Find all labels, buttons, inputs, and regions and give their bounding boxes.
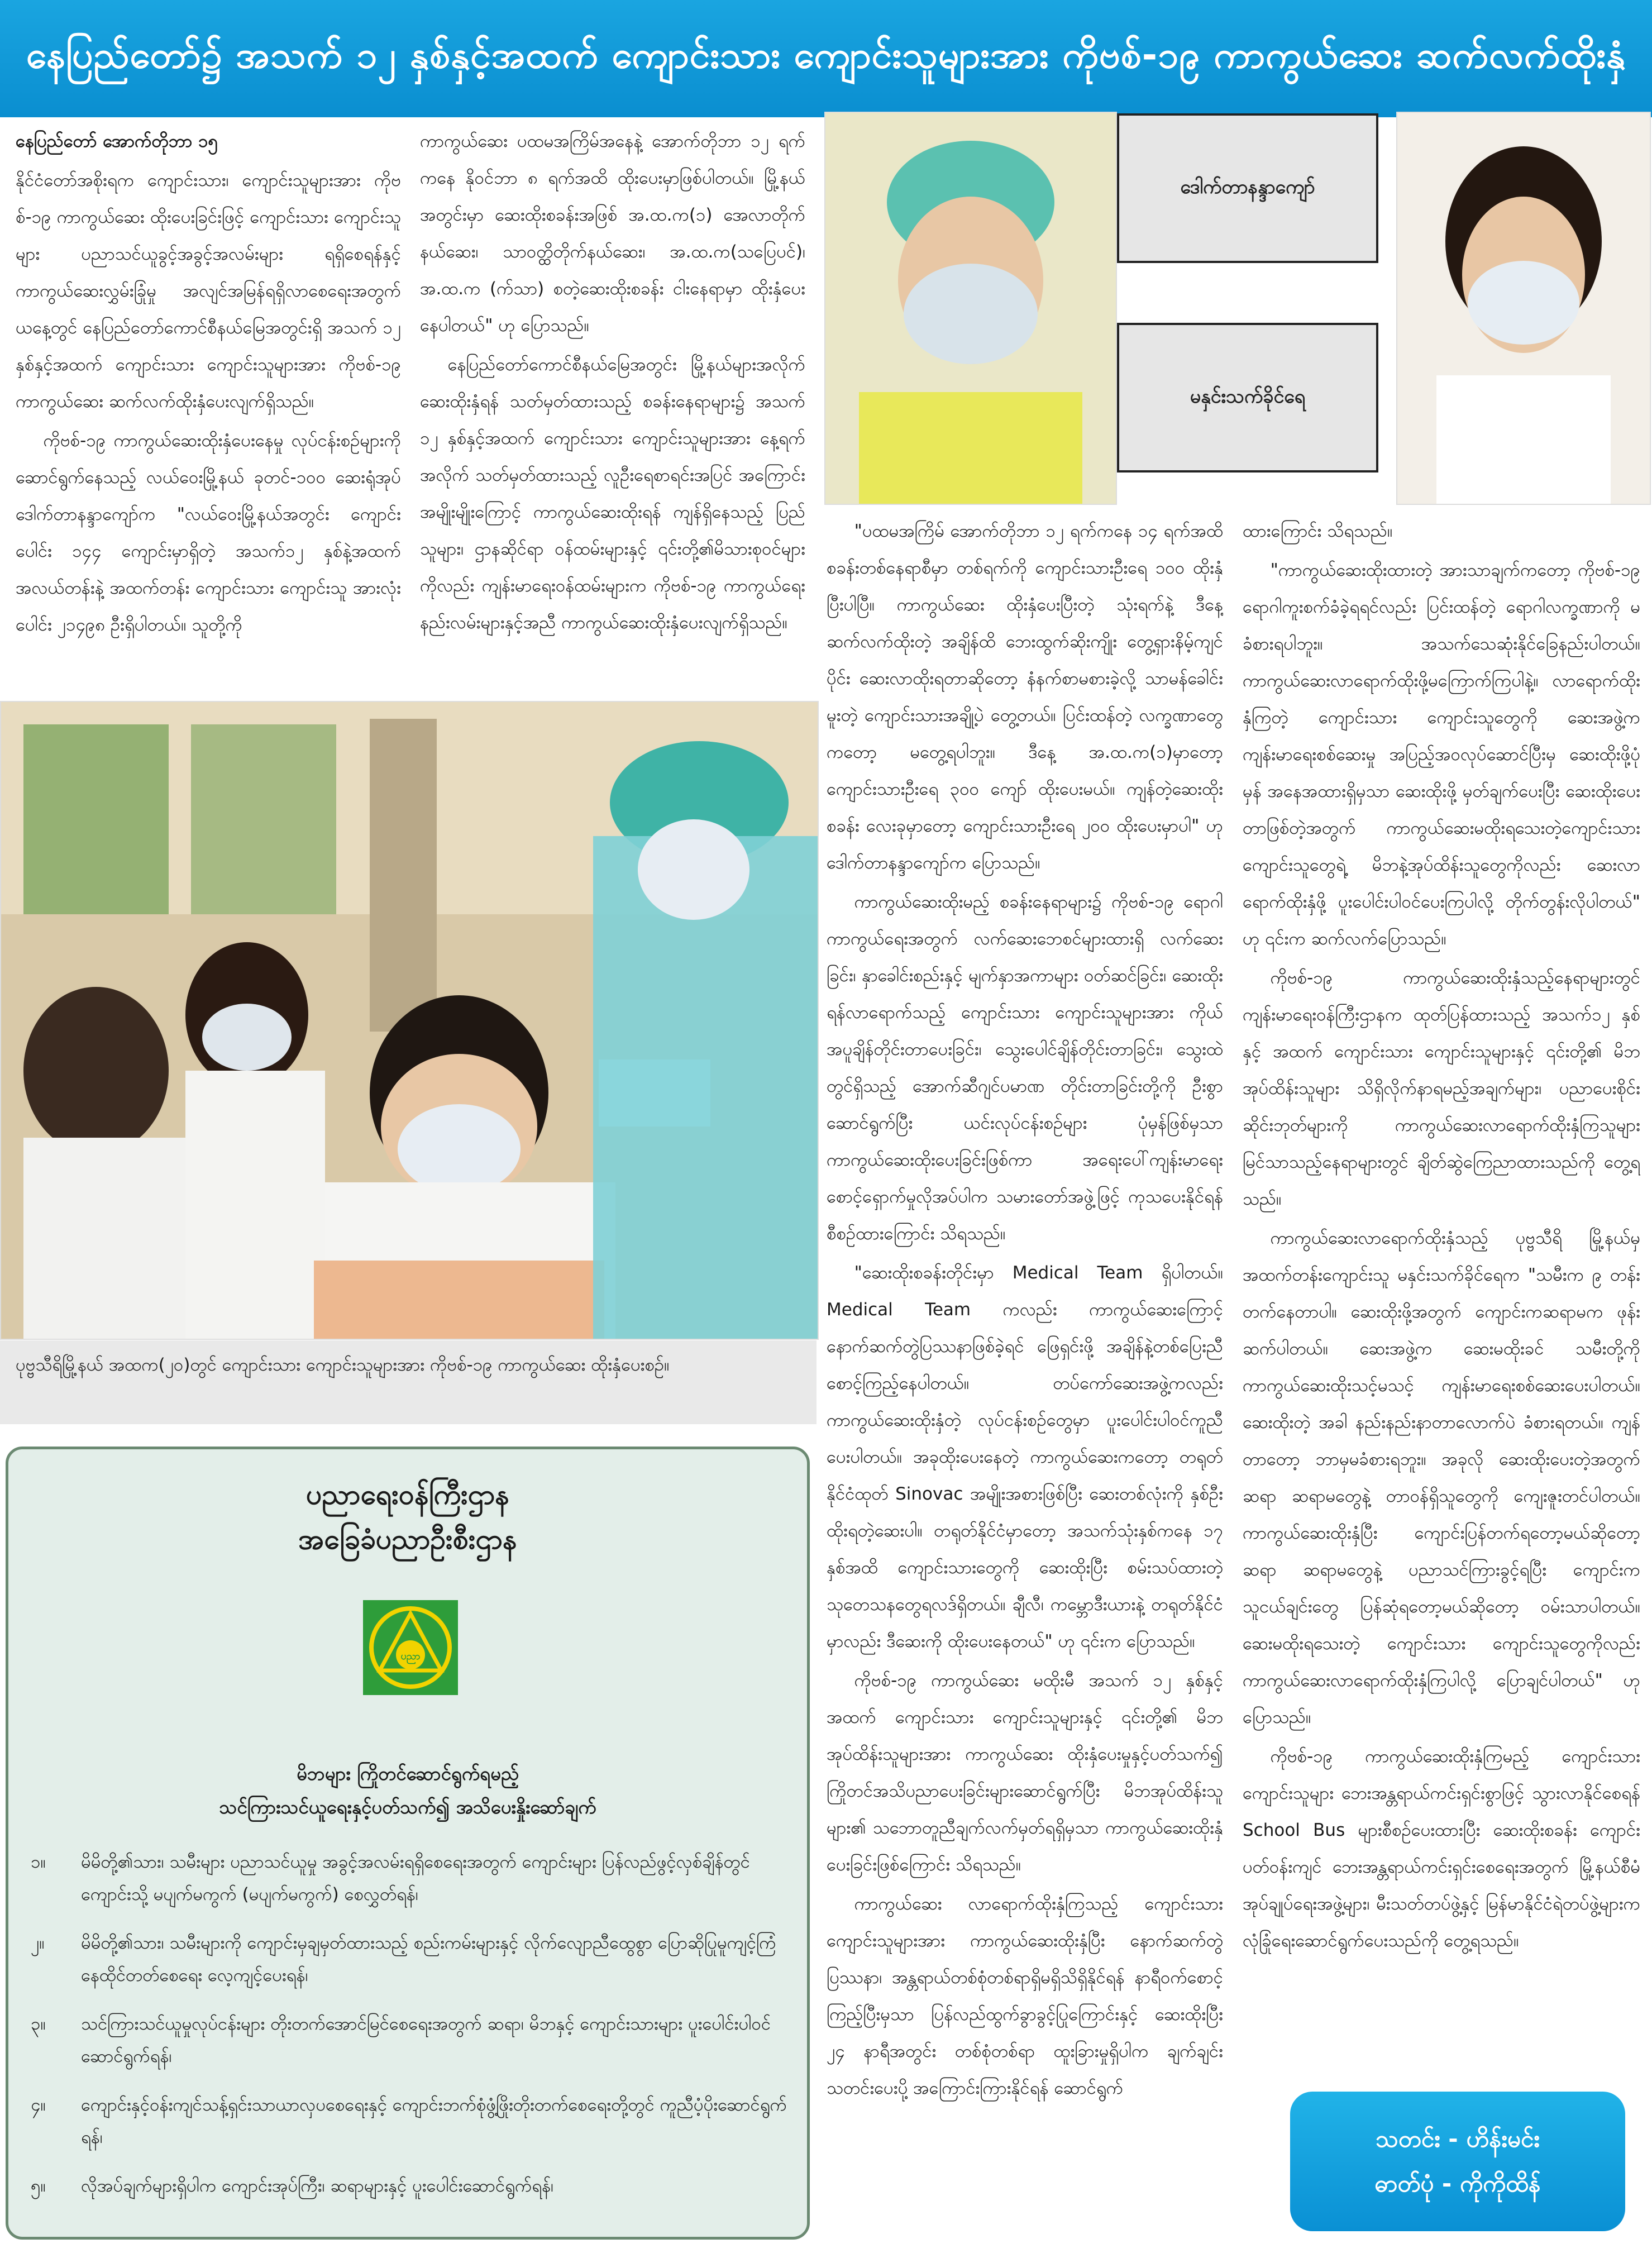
paragraph: ထားကြောင်း သိရသည်။: [1243, 521, 1393, 541]
paragraph: ကာကွယ်ဆေး ပထမအကြိမ်အနေနဲ့ အောက်တိုဘာ ၁၂ ရက်ကနေ နိုဝင်ဘာ ၈ ရက်အထိ ထိုးပေးမှာဖြစ်ပါတယ်။ မြို့နယ်အတွင်းမှာ ဆေးထိုးစခန်းအဖြစ် အ.ထ.က(၁) အေလာတိုက်နယ်ဆေး၊ သာဝတ္ထိတိုက်နယ်ဆေး၊ အ.ထ.က(သပြေပင်)၊ အ.ထ.က (က်သာ) စတဲ့ဆေးထိုးစခန်း ငါးနေရာမှာ ထိုးနှံပေးနေပါတယ်" ဟု ပြောသည်။: [420, 131, 805, 336]
ministry-logo: [363, 1600, 458, 1695]
doctor-name-tag: ဒေါက်တာနန္ဒာကျော်: [1117, 113, 1378, 263]
paragraph: ကိုဗစ်-၁၉ ကာကွယ်ဆေးထိုးနှံကြမည့် ကျောင်းသား ကျောင်းသူများ ဘေးအန္တရာယ်ကင်းရှင်းစွာဖြင့် သွားလာနိုင်စေရန် School Bus များစီစဉ်ပေးထားပြီး ဆေးထိုးစခန်း ကျောင်းပတ်ဝန်းကျင် ဘေးအန္တရာယ်ကင်းရှင်းစေရေးအတွက် မြို့နယ်စီမံအုပ်ချုပ်ရေးအဖွဲ့များ၊ မီးသတ်တပ်ဖွဲ့နှင့် မြန်မာနိုင်ငံရဲတပ်ဖွဲ့များက လုံခြုံရေးဆောင်ရွက်ပေးသည်ကို တွေ့ရသည်။: [1243, 1746, 1640, 1951]
notice-item: [31, 2089, 790, 2161]
doctor-photo: [824, 112, 1117, 505]
notice-title-department: အခြေခံပညာဦးစီးဌာန: [298, 1523, 517, 1555]
notice-item-text: မိမိတို့၏သား၊ သမီးများ ပညာသင်ယူမှု အခွင့်အလမ်းရရှိစေရေးအတွက် ကျောင်းများ ပြန်လည်ဖွင့်လှစ်ချိန်တွင် ကျောင်းသို့ မပျက်မကွက် (မပျက်မကွက်) စေလွှတ်ရန်၊: [81, 1852, 750, 1904]
paragraph: နေပြည်တော်ကောင်စီနယ်မြေအတွင်း မြို့နယ်များအလိုက် ဆေးထိုးနှံရန် သတ်မှတ်ထားသည့် စခန်းနေရာများ၌ အသက် ၁၂ နှစ်နှင့်အထက် ကျောင်းသား ကျောင်းသူများအား နေ့ရက်အလိုက် သတ်မှတ်ထားသည့် လူဦးရေစာရင်းအပြင် အကြောင်းအမျိုးမျိုးကြောင့် ကာကွယ်ဆေးထိုးရန် ကျန်ရှိနေသည့် ပြည်သူများ၊ ဌာနဆိုင်ရာ ဝန်ထမ်းများနှင့် ၎င်းတို့၏မိသားစုဝင်များကိုလည်း ကျန်းမာရေးဝန်ထမ်းများက ကိုဗစ်-၁၉ ကာကွယ်ရေး နည်းလမ်းများနှင့်အညီ ကာကွယ်ဆေးထိုးနှံပေးလျက်ရှိသည်။: [420, 355, 805, 633]
notice-item-number: ၁။: [31, 1852, 46, 1872]
notice-item-number: ၄။: [31, 2095, 46, 2115]
paragraph: ကိုဗစ်-၁၉ ကာကွယ်ဆေးထိုးနှံသည့်နေရာများတွင် ကျန်းမာရေးဝန်ကြီးဌာနက ထုတ်ပြန်ထားသည့် အသက်၁၂ နှစ်နှင့် အထက် ကျောင်းသား ကျောင်းသူများနှင့် ၎င်းတို့၏ မိဘအုပ်ထိန်းသူများ သိရှိလိုက်နာရမည့်အချက်များ၊ ပညာပေးစိုင်းဆိုင်းဘုတ်များကို ကာကွယ်ဆေးလာရောက်ထိုးနှံကြသူများ မြင်သာသည့်နေရာများတွင် ချိတ်ဆွဲကြေညာထားသည်ကို တွေ့ရသည်။: [1243, 968, 1640, 1209]
photographer-credit: ဓာတ်ပုံ - ကိုကိုထိန်: [1374, 2170, 1541, 2197]
dateline: နေပြည်တော် အောက်တိုဘာ ၁၅: [16, 131, 218, 151]
byline: [1290, 2092, 1625, 2231]
notice-item: [31, 2170, 790, 2209]
paragraph: ကိုဗစ်-၁၉ ကာကွယ်ဆေး မထိုးမီ အသက် ၁၂ နှစ်နှင့်အထက် ကျောင်းသား ကျောင်းသူများနှင့် ၎င်းတို့၏ မိဘအုပ်ထိန်းသူများအား ကာကွယ်ဆေး ထိုးနှံပေးမှုနှင့်ပတ်သက်၍ ကြိုတင်အသိပညာပေးခြင်းများဆောင်ရွက်ပြီး မိဘအုပ်ထိန်းသူများ၏ သဘောတူညီချက်လက်မှတ်ရရှိမှသာ ကာကွယ်ဆေးထိုးနှံပေးခြင်းဖြစ်ကြောင်း သိရသည်။: [827, 1670, 1223, 1875]
notice-subtitle-2: သင်ကြားသင်ယူရေးနှင့်ပတ်သက်၍ အသိပေးနှိုးဆော်ချက်: [219, 1796, 596, 1818]
notice-subtitle-1: မိဘများ ကြိုတင်ဆောင်ရွက်ရမည့်: [297, 1763, 519, 1784]
notice-item-text: မိမိတို့၏သား၊ သမီးများကို ကျောင်းမှချမှတ်ထားသည့် စည်းကမ်းများနှင့် လိုက်လျောညီထွေစွာ ပြောဆိုပြုမူကျင့်ကြံနေထိုင်တတ်စေရေး လေ့ကျင့်ပေးရန်၊: [81, 1933, 776, 1985]
notice-item-number: ၃။: [31, 2014, 46, 2034]
article-column-1: [16, 123, 401, 693]
notice-item-text: လိုအပ်ချက်များရှိပါက ကျောင်းအုပ်ကြီး၊ ဆရာများနှင့် ပူးပေါင်းဆောင်ရွက်ရန်၊: [81, 2176, 554, 2196]
doctor-portrait-illustration: [825, 113, 1116, 504]
paragraph: "ပထမအကြိမ် အောက်တိုဘာ ၁၂ ရက်ကနေ ၁၄ ရက်အထိ စခန်းတစ်နေရာစီမှာ တစ်ရက်ကို ကျောင်းသားဦးရေ ၁၀၀ ထိုးနှံပြီးပါပြီ။ ကာကွယ်ဆေး ထိုးနှံပေးပြီးတဲ့ သုံးရက်နဲ့ ဒီနေ့ဆက်လက်ထိုးတဲ့ အချိန်ထိ ဘေးထွက်ဆိုးကျိုး တွေ့ရှားနိမ့်ကျင်ပိုင်း ဆေးလာထိုးရတာဆိုတော့ နံနက်စာမစားခဲ့လို့ သာမန်ခေါင်းမူးတဲ့ ကျောင်းသားအချို့ပဲ တွေ့တယ်။ ပြင်းထန်တဲ့ လက္ခဏာတွေကတော့ မတွေ့ရပါဘူး။ ဒီနေ့ အ.ထ.က(၁)မှာတော့ ကျောင်းသားဦးရေ ၃၀၀ ကျော် ထိုးပေးမယ်။ ကျန်တဲ့ဆေးထိုးစခန်း လေးခုမှာတော့ ကျောင်းသားဦးရေ ၂၀၀ ထိုးပေးမှာပါ" ဟု ဒေါက်တာနန္ဒာကျော်က ပြောသည်။: [827, 521, 1223, 873]
notice-item-text: သင်ကြားသင်ယူမှုလုပ်ငန်းများ တိုးတက်အောင်မြင်စေရေးအတွက် ဆရာ၊ မိဘနှင့် ကျောင်းသားများ ပူးပေါင်းပါဝင်ဆောင်ရွက်ရန်၊: [81, 2014, 771, 2066]
paragraph: "ကာကွယ်ဆေးထိုးထားတဲ့ အားသာချက်ကတော့ ကိုဗစ်-၁၉ ရောဂါကူးစက်ခံခဲ့ရရင်လည်း ပြင်းထန်တဲ့ ရောဂါလက္ခဏာကို မခံစားရပါဘူး။ အသက်သေဆုံးနိုင်ခြေနည်းပါတယ်။ ကာကွယ်ဆေးလာရောက်ထိုးဖို့မကြောက်ကြပါနဲ့။ လာရောက်ထိုးနှံကြတဲ့ ကျောင်းသား ကျောင်းသူတွေကို ဆေးအဖွဲ့က ကျန်းမာရေးစစ်ဆေးမှု အပြည့်အဝလုပ်ဆောင်ပြီးမှ ဆေးထိုးဖို့ပုံမှန် အနေအထားရှိမှသာ ဆေးထိုးဖို့ မှတ်ချက်ပေးပြီး ဆေးထိုးပေးတာဖြစ်တဲ့အတွက် ကာကွယ်ဆေးမထိုးရသေးတဲ့ကျောင်းသား ကျောင်းသူတွေရဲ့ မိဘနဲ့အုပ်ထိန်းသူတွေကိုလည်း ဆေးလာရောက်ထိုးနှံဖို့ ပူးပေါင်းပါဝင်ပေးကြပါလို့ တိုက်တွန်းလိုပါတယ်" ဟု ၎င်းက ဆက်လက်ပြောသည်။: [1243, 560, 1640, 949]
notice-item-number: ၅။: [31, 2176, 46, 2196]
vaccination-scene-illustration: [1, 702, 818, 1339]
article-column-3: [827, 513, 1223, 2244]
notice-item: [31, 1927, 790, 1999]
article-column-4: [1243, 513, 1640, 2077]
notice-item: [31, 2008, 790, 2080]
education-ministry-notice: [6, 1447, 810, 2240]
paragraph: ကိုဗစ်-၁၉ ကာကွယ်ဆေးထိုးနှံပေးနေမှု လုပ်ငန်းစဉ်များကို ဆောင်ရွက်နေသည့် လယ်ဝေးမြို့နယ် ခုတင်-၁၀၀ ဆေးရုံအုပ် ဒေါက်တာနန္ဒာကျော်က "လယ်ဝေးမြို့နယ်အတွင်း ကျောင်းပေါင်း ၁၄၄ ကျောင်းမှာရှိတဲ့ အသက်၁၂ နှစ်နဲ့အထက်အလယ်တန်းနဲ့ အထက်တန်း ကျောင်းသား ကျောင်းသူ အားလုံးပေါင်း ၂၁၄၉၈ ဦးရှိပါတယ်။ သူတို့ကို: [16, 431, 401, 635]
notice-item-number: ၂။: [31, 1933, 45, 1953]
paragraph: "ဆေးထိုးစခန်းတိုင်းမှာ Medical Team ရှိပါတယ်။ Medical Team ကလည်း ကာကွယ်ဆေးကြောင့် နောက်ဆက်တွဲပြဿနာဖြစ်ခဲ့ရင် ဖြေရှင်းဖို့ အချိန်နဲ့တစ်ပြေးညီ စောင့်ကြည့်နေပါတယ်။ တပ်ကော်ဆေးအဖွဲ့ကလည်း ကာကွယ်ဆေးထိုးနှံတဲ့ လုပ်ငန်းစဉ်တွေမှာ ပူးပေါင်းပါဝင်ကူညီပေးပါတယ်။ အခုထိုးပေးနေတဲ့ ကာကွယ်ဆေးကတော့ တရုတ်နိုင်ငံထုတ် Sinovac အမျိုးအစားဖြစ်ပြီး ဆေးတစ်လုံးကို နှစ်ဦးထိုးရတဲ့ဆေးပါ။ တရုတ်နိုင်ငံမှာတော့ အသက်သုံးနှစ်ကနေ ၁၇ နှစ်အထိ ကျောင်းသားတွေကို ဆေးထိုးပြီး စမ်းသပ်ထားတဲ့ သုတေသနတွေရလဒ်ရှိတယ်။ ချီလီ၊ ကမ္ဘောဒီးယားနဲ့ တရုတ်နိုင်ငံမှာလည်း ဒီဆေးကို ထိုးပေးနေတယ်" ဟု ၎င်းက ပြောသည်။: [827, 1263, 1223, 1651]
notice-item: [31, 1846, 790, 1918]
paragraph: ကာကွယ်ဆေးထိုးမည့် စခန်းနေရာများ၌ ကိုဗစ်-၁၉ ရောဂါ ကာကွယ်ရေးအတွက် လက်ဆေးဘေစင်များထားရှိ လက်ဆေးခြင်း၊ နှာခေါင်းစည်းနှင့် မျက်နှာအကာများ ဝတ်ဆင်ခြင်း၊ ဆေးထိုးရန်လာရောက်သည့် ကျောင်းသား ကျောင်းသူများအား ကိုယ်အပူချိန်တိုင်းတာပေးခြင်း၊ သွေးပေါင်ချိန်တိုင်းတာခြင်း၊ သွေးထဲတွင်ရှိသည့် အောက်ဆီဂျင်ပမာဏ တိုင်းတာခြင်းတို့ကို ဦးစွာဆောင်ရွက်ပြီး ယင်းလုပ်ငန်းစဉ်များ ပုံမှန်ဖြစ်မှသာ ကာကွယ်ဆေးထိုးပေးခြင်းဖြစ်ကာ အရေးပေါ်ကျန်းမာရေးစောင့်ရှောက်မှုလိုအပ်ပါက သမားတော်အဖွဲ့ဖြင့် ကုသပေးနိုင်ရန်စီစဉ်ထားကြောင်း သိရသည်။: [827, 892, 1223, 1244]
paragraph: ကာကွယ်ဆေးလာရောက်ထိုးနှံသည့် ပုဗ္ဗသီရိ မြို့နယ်မှ အထက်တန်းကျောင်းသူ မနှင်းသက်ခိုင်ရေက "သမီးက ၉ တန်းတက်နေတာပါ။ ဆေးထိုးဖို့အတွက် ကျောင်းကဆရာမက ဖုန်းဆက်ပါတယ်။ ဆေးအဖွဲ့က ဆေးမထိုးခင် သမီးတို့ကို ကာကွယ်ဆေးထိုးသင့်မသင့် ကျန်းမာရေးစစ်ဆေးပေးပါတယ်။ ဆေးထိုးတဲ့ အခါ နည်းနည်းနာတာလောက်ပဲ ခံစားရတယ်။ ကျန်တာတော့ ဘာမှမခံစားရဘူး။ အခုလို ဆေးထိုးပေးတဲ့အတွက် ဆရာ ဆရာမတွေနဲ့ တာဝန်ရှိသူတွေကို ကျေးဇူးတင်ပါတယ်။ ကာကွယ်ဆေးထိုးနှံပြီး ကျောင်းပြန်တက်ရတော့မယ်ဆိုတော့ ဆရာ ဆရာမတွေနဲ့ ပညာသင်ကြားခွင့်ရပြီး ကျောင်းကသူငယ်ချင်းတွေ ပြန်ဆုံရတော့မယ်ဆိုတော့ ဝမ်းသာပါတယ်။ ဆေးမထိုးရသေးတဲ့ ကျောင်းသား ကျောင်းသူတွေကိုလည်း ကာကွယ်ဆေးလာရောက်ထိုးနှံကြပါလို့ ပြောချင်ပါတယ်" ဟု ပြောသည်။: [1243, 1228, 1640, 1727]
notice-title-ministry: ပညာရေးဝန်ကြီးဌာန: [305, 1478, 510, 1511]
main-photo-vaccination: [0, 701, 819, 1340]
paragraph: နိုင်ငံတော်အစိုးရက ကျောင်းသား၊ ကျောင်းသူများအား ကိုဗစ်-၁၉ ကာကွယ်ဆေး ထိုးပေးခြင်းဖြင့် ကျောင်းသား ကျောင်းသူများ ပညာသင်ယူခွင့်အခွင့်အလမ်းများ ရရှိစေရန်နှင့် ကာကွယ်ဆေးလွှမ်းခြုံမှု အလျင်အမြန်ရရှိလာစေရေးအတွက် ယနေ့တွင် နေပြည်တော်ကောင်စီနယ်မြေအတွင်းရှိ အသက် ၁၂ နှစ်နှင့်အထက် ကျောင်းသား ကျောင်းသူများအား ကိုဗစ်-၁၉ ကာကွယ်ဆေး ဆက်လက်ထိုးနှံပေးလျက်ရှိသည်။: [16, 170, 401, 412]
student-portrait-illustration: [1397, 113, 1650, 504]
student-photo: [1396, 112, 1651, 505]
student-name-tag: မနှင်းသက်ခိုင်ရေ: [1117, 323, 1378, 472]
notice-item-text: ကျောင်းနှင့်ဝန်းကျင်သန့်ရှင်းသာယာလှပစေရေးနှင့် ကျောင်းဘက်စုံဖွံ့ဖြိုးတိုးတက်စေရေးတို့တွင် ကူညီပံ့ပိုးဆောင်ရွက်ရန်၊: [81, 2095, 787, 2147]
main-photo-caption: ပုဗ္ဗသီရိမြို့နယ် အထက(၂၀)တွင် ကျောင်းသား ကျောင်းသူများအား ကိုဗစ်-၁၉ ကာကွယ်ဆေး ထိုးနှံပေးစဉ်။: [0, 1340, 817, 1424]
paragraph: ကာကွယ်ဆေး လာရောက်ထိုးနှံကြသည့် ကျောင်းသား ကျောင်းသူများအား ကာကွယ်ဆေးထိုးနှံပြီး နောက်ဆက်တွဲပြဿနာ၊ အန္တရာယ်တစ်စုံတစ်ရာရှိမရှိသိရှိနိုင်ရန် နာရီဝက်စောင့်ကြည့်ပြီးမှသာ ပြန်လည်ထွက်ခွာခွင့်ပြုကြောင်းနှင့် ဆေးထိုးပြီး ၂၄ နာရီအတွင်း တစ်စုံတစ်ရာ ထူးခြားမှုရှိပါက ချက်ချင်း သတင်းပေးပို့ အကြောင်းကြားနိုင်ရန် ဆောင်ရွက်: [827, 1894, 1223, 2098]
reporter-credit: သတင်း - ဟိန်းမင်း: [1376, 2125, 1540, 2152]
article-column-2: [420, 123, 805, 693]
headline: နေပြည်တော်၌ အသက် ၁၂ နှစ်နှင့်အထက် ကျောင်းသား ကျောင်းသူများအား ကိုဗစ်-၁၉ ကာကွယ်ဆေး ဆက်လက်ထိုးနှံ: [0, 0, 1652, 117]
ministry-logo-text: ပညာ: [400, 1650, 421, 1662]
